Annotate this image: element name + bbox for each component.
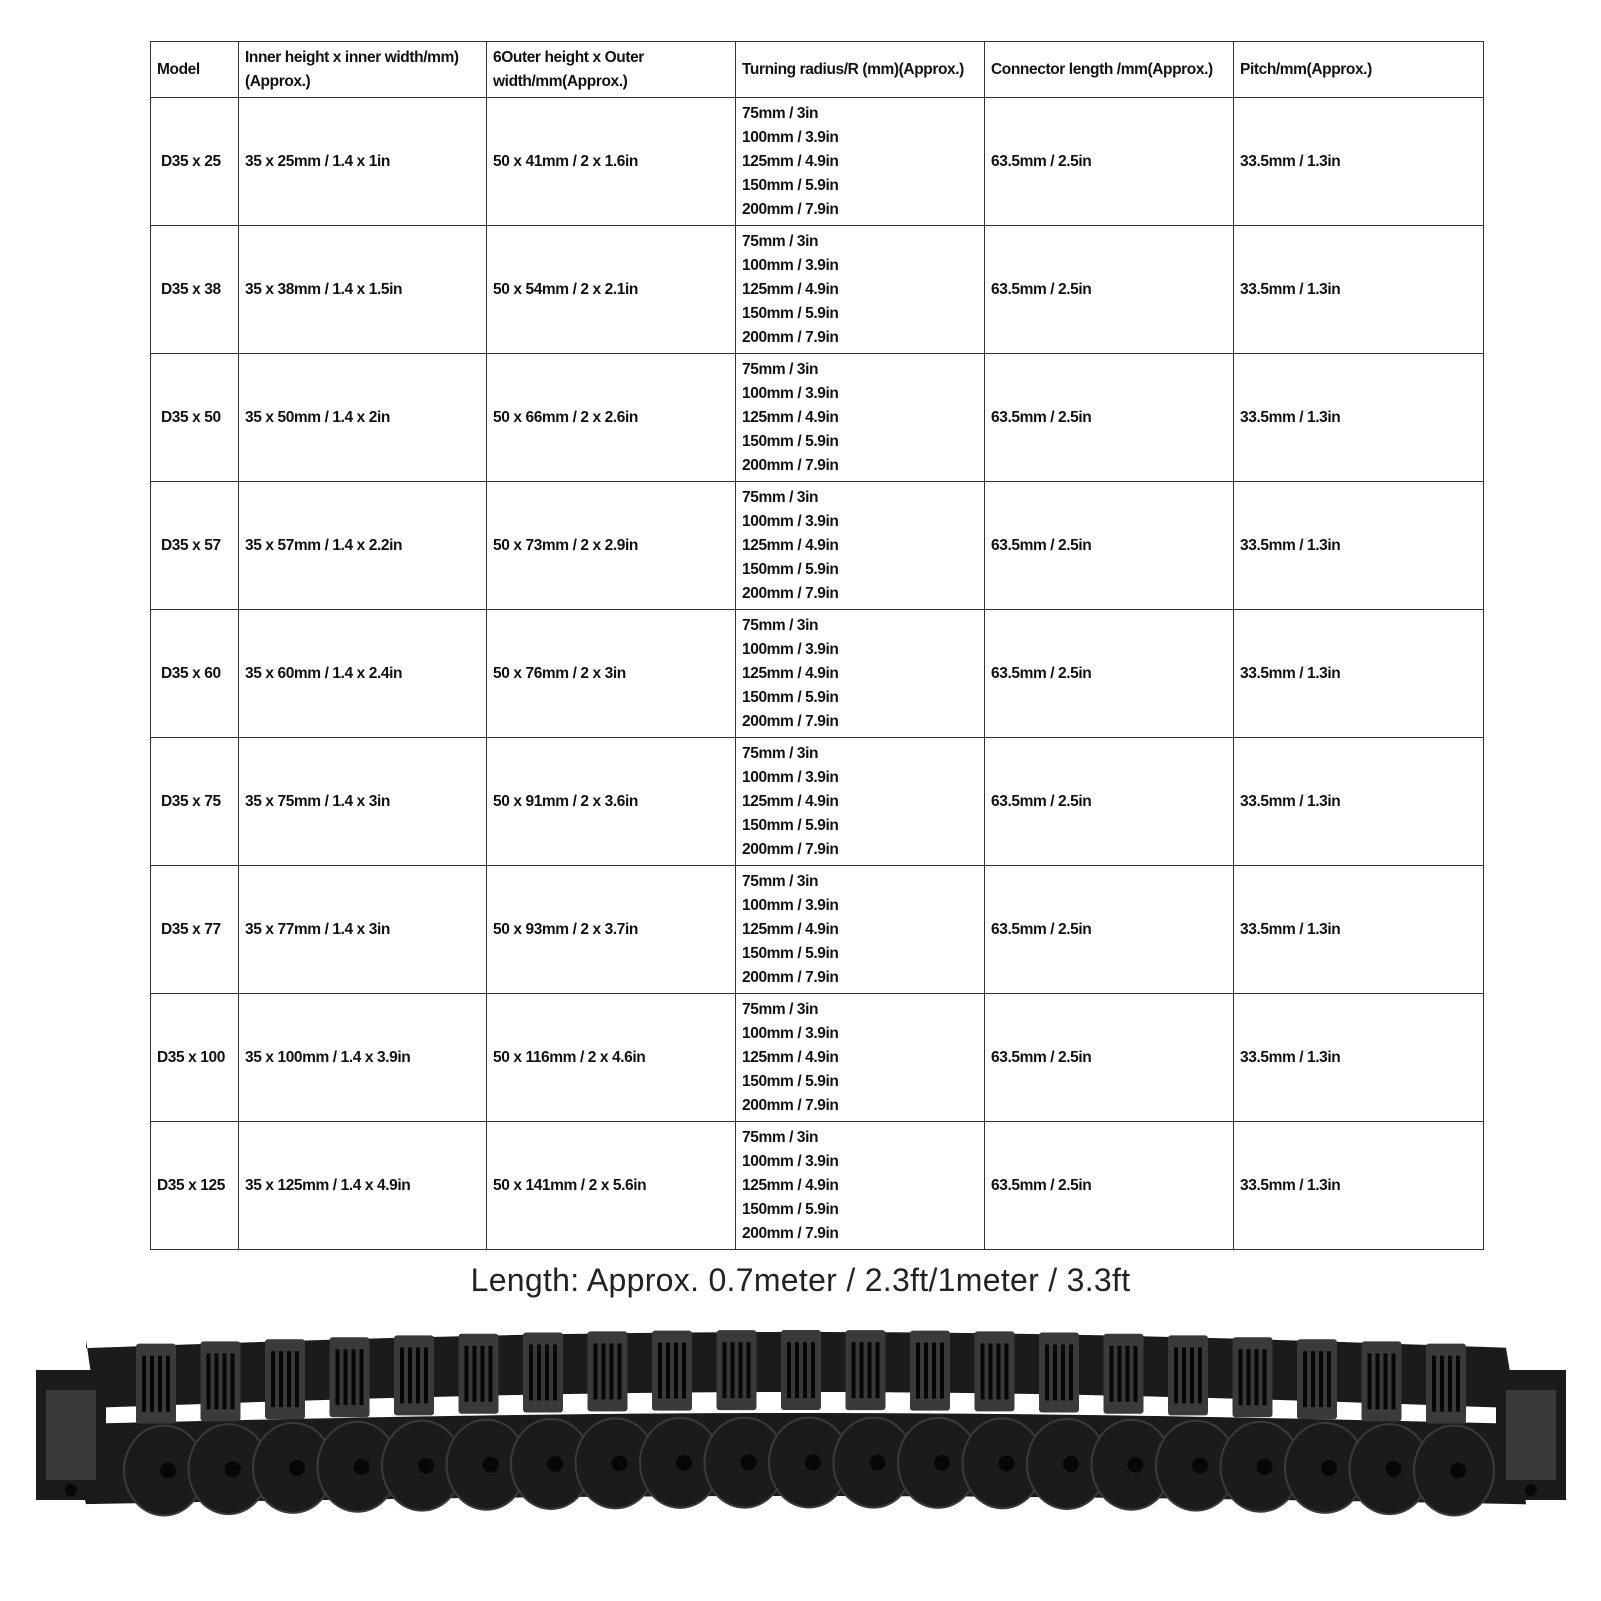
radius-value: 100mm / 3.9in	[742, 512, 839, 530]
radius-value: 125mm / 4.9in	[742, 1048, 839, 1066]
cell-inner-size: 35 x 25mm / 1.4 x 1in	[239, 98, 487, 226]
cell-model: D35 x 60	[151, 610, 239, 738]
radius-value: 75mm / 3in	[742, 1128, 819, 1146]
cell-inner-size: 35 x 50mm / 1.4 x 2in	[239, 354, 487, 482]
radius-value: 75mm / 3in	[742, 488, 819, 506]
cell-inner-size: 35 x 125mm / 1.4 x 4.9in	[239, 1122, 487, 1250]
table-header-row	[151, 42, 1484, 98]
cell-outer-size: 50 x 54mm / 2 x 2.1in	[487, 226, 736, 354]
cell-connector-length: 63.5mm / 2.5in	[985, 354, 1234, 482]
cell-outer-size: 50 x 93mm / 2 x 3.7in	[487, 866, 736, 994]
cell-connector-length: 63.5mm / 2.5in	[985, 226, 1234, 354]
radius-value: 100mm / 3.9in	[742, 896, 839, 914]
radius-value: 125mm / 4.9in	[742, 536, 839, 554]
radius-value: 150mm / 5.9in	[742, 1072, 839, 1090]
cell-pitch: 33.5mm / 1.3in	[1234, 98, 1484, 226]
cell-outer-size: 50 x 66mm / 2 x 2.6in	[487, 354, 736, 482]
cell-inner-size: 35 x 75mm / 1.4 x 3in	[239, 738, 487, 866]
radius-value: 125mm / 4.9in	[742, 792, 839, 810]
table-row	[151, 738, 1484, 866]
cell-pitch: 33.5mm / 1.3in	[1234, 994, 1484, 1122]
table-row	[151, 610, 1484, 738]
radius-value: 75mm / 3in	[742, 872, 819, 890]
radius-value: 125mm / 4.9in	[742, 408, 839, 426]
radius-value: 125mm / 4.9in	[742, 1176, 839, 1194]
cell-connector-length: 63.5mm / 2.5in	[985, 610, 1234, 738]
cell-turning-radius	[736, 610, 985, 738]
spec-table	[150, 41, 1484, 1250]
header-pitch: Pitch/mm(Approx.)	[1234, 42, 1484, 98]
table-row	[151, 482, 1484, 610]
cell-inner-size: 35 x 100mm / 1.4 x 3.9in	[239, 994, 487, 1122]
radius-value: 75mm / 3in	[742, 1000, 819, 1018]
radius-value: 200mm / 7.9in	[742, 328, 839, 346]
header-outer-size: 6Outer height x Outer width/mm(Approx.)	[487, 42, 736, 98]
radius-value: 75mm / 3in	[742, 616, 819, 634]
cell-turning-radius	[736, 866, 985, 994]
radius-value: 150mm / 5.9in	[742, 560, 839, 578]
cell-pitch: 33.5mm / 1.3in	[1234, 738, 1484, 866]
table-row	[151, 866, 1484, 994]
cell-connector-length: 63.5mm / 2.5in	[985, 1122, 1234, 1250]
radius-value: 200mm / 7.9in	[742, 840, 839, 858]
radius-value: 125mm / 4.9in	[742, 280, 839, 298]
cell-model: D35 x 75	[151, 738, 239, 866]
radius-value: 200mm / 7.9in	[742, 584, 839, 602]
cell-turning-radius	[736, 1122, 985, 1250]
cell-connector-length: 63.5mm / 2.5in	[985, 482, 1234, 610]
header-turning-radius: Turning radius/R (mm)(Approx.)	[736, 42, 985, 98]
cell-outer-size: 50 x 76mm / 2 x 3in	[487, 610, 736, 738]
cell-pitch: 33.5mm / 1.3in	[1234, 866, 1484, 994]
table-row	[151, 994, 1484, 1122]
cell-turning-radius	[736, 98, 985, 226]
length-caption: Length: Approx. 0.7meter / 2.3ft/1meter / 3.3ft	[470, 1262, 1131, 1298]
cable-drag-chain-icon	[36, 1310, 1566, 1540]
radius-value: 100mm / 3.9in	[742, 768, 839, 786]
radius-value: 100mm / 3.9in	[742, 128, 839, 146]
cell-pitch: 33.5mm / 1.3in	[1234, 226, 1484, 354]
cell-turning-radius	[736, 226, 985, 354]
radius-value: 125mm / 4.9in	[742, 664, 839, 682]
cell-turning-radius	[736, 738, 985, 866]
radius-value: 200mm / 7.9in	[742, 1224, 839, 1242]
header-inner-size: Inner height x inner width/mm)(Approx.)	[239, 42, 487, 98]
radius-value: 200mm / 7.9in	[742, 1096, 839, 1114]
radius-value: 125mm / 4.9in	[742, 920, 839, 938]
cell-inner-size: 35 x 60mm / 1.4 x 2.4in	[239, 610, 487, 738]
header-model: Model	[151, 42, 239, 98]
radius-value: 100mm / 3.9in	[742, 640, 839, 658]
cell-connector-length: 63.5mm / 2.5in	[985, 738, 1234, 866]
cell-inner-size: 35 x 38mm / 1.4 x 1.5in	[239, 226, 487, 354]
radius-value: 150mm / 5.9in	[742, 688, 839, 706]
header-connector-length: Connector length /mm(Approx.)	[985, 42, 1234, 98]
cell-pitch: 33.5mm / 1.3in	[1234, 354, 1484, 482]
radius-value: 75mm / 3in	[742, 232, 819, 250]
cell-inner-size: 35 x 77mm / 1.4 x 3in	[239, 866, 487, 994]
radius-value: 150mm / 5.9in	[742, 816, 839, 834]
cell-inner-size: 35 x 57mm / 1.4 x 2.2in	[239, 482, 487, 610]
cell-pitch: 33.5mm / 1.3in	[1234, 610, 1484, 738]
radius-value: 150mm / 5.9in	[742, 1200, 839, 1218]
radius-value: 100mm / 3.9in	[742, 384, 839, 402]
radius-value: 200mm / 7.9in	[742, 200, 839, 218]
radius-value: 150mm / 5.9in	[742, 304, 839, 322]
cell-connector-length: 63.5mm / 2.5in	[985, 98, 1234, 226]
radius-value: 150mm / 5.9in	[742, 176, 839, 194]
radius-value: 100mm / 3.9in	[742, 1152, 839, 1170]
radius-value: 200mm / 7.9in	[742, 456, 839, 474]
cell-outer-size: 50 x 91mm / 2 x 3.6in	[487, 738, 736, 866]
radius-value: 125mm / 4.9in	[742, 152, 839, 170]
cell-model: D35 x 100	[151, 994, 239, 1122]
radius-value: 75mm / 3in	[742, 104, 819, 122]
table-row	[151, 354, 1484, 482]
cell-model: D35 x 38	[151, 226, 239, 354]
cell-connector-length: 63.5mm / 2.5in	[985, 994, 1234, 1122]
radius-value: 75mm / 3in	[742, 360, 819, 378]
table-row	[151, 98, 1484, 226]
cell-outer-size: 50 x 116mm / 2 x 4.6in	[487, 994, 736, 1122]
table-row	[151, 226, 1484, 354]
cell-turning-radius	[736, 994, 985, 1122]
cell-model: D35 x 57	[151, 482, 239, 610]
cell-turning-radius	[736, 482, 985, 610]
radius-value: 100mm / 3.9in	[742, 256, 839, 274]
table-row	[151, 1122, 1484, 1250]
cell-pitch: 33.5mm / 1.3in	[1234, 482, 1484, 610]
radius-value: 100mm / 3.9in	[742, 1024, 839, 1042]
cell-outer-size: 50 x 41mm / 2 x 1.6in	[487, 98, 736, 226]
radius-value: 150mm / 5.9in	[742, 944, 839, 962]
cell-outer-size: 50 x 141mm / 2 x 5.6in	[487, 1122, 736, 1250]
radius-value: 200mm / 7.9in	[742, 968, 839, 986]
cell-connector-length: 63.5mm / 2.5in	[985, 866, 1234, 994]
cell-model: D35 x 25	[151, 98, 239, 226]
cell-turning-radius	[736, 354, 985, 482]
cell-model: D35 x 50	[151, 354, 239, 482]
cell-model: D35 x 125	[151, 1122, 239, 1250]
radius-value: 200mm / 7.9in	[742, 712, 839, 730]
cell-outer-size: 50 x 73mm / 2 x 2.9in	[487, 482, 736, 610]
cell-model: D35 x 77	[151, 866, 239, 994]
cell-pitch: 33.5mm / 1.3in	[1234, 1122, 1484, 1250]
radius-value: 150mm / 5.9in	[742, 432, 839, 450]
radius-value: 75mm / 3in	[742, 744, 819, 762]
